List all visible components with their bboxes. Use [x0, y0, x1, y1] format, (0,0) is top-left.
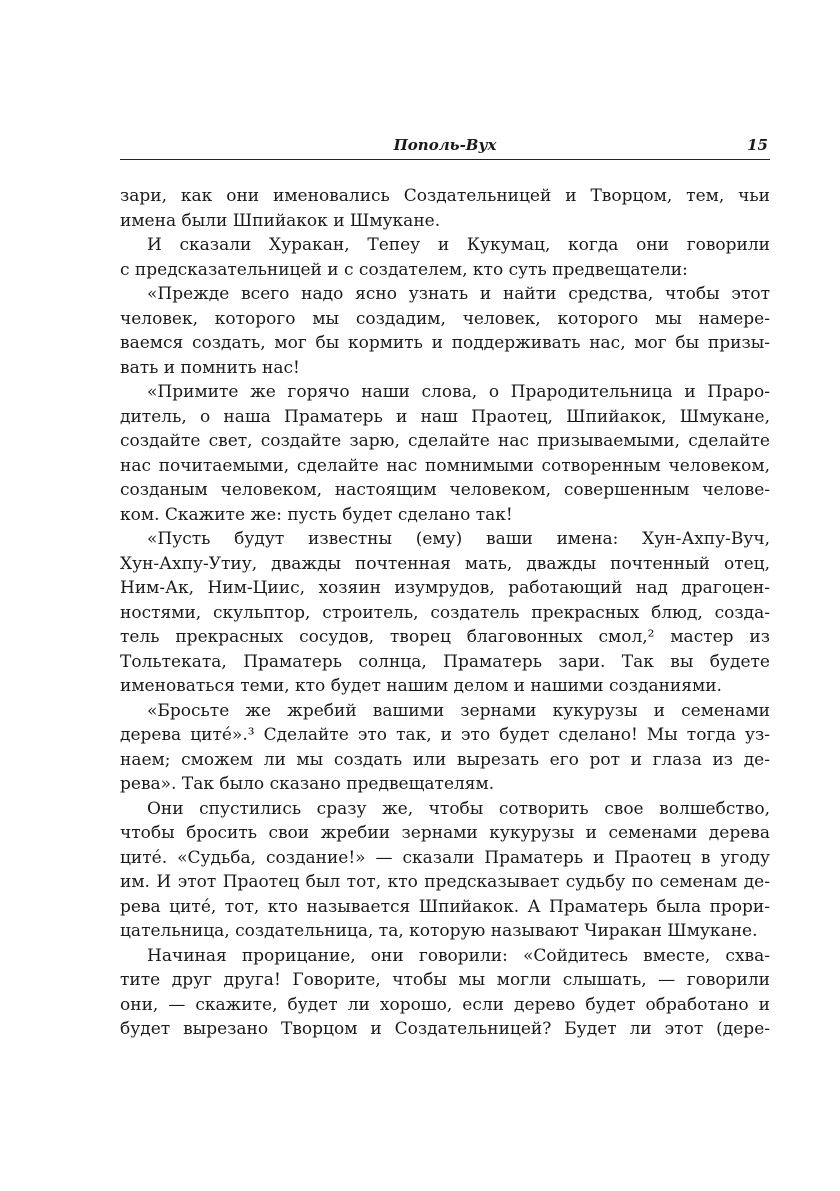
page-body	[120, 184, 770, 1042]
text-line: они, — скажите, будет ли хорошо, если дерево будет обработано и	[120, 994, 770, 1015]
text-line: рева цитé, тот, кто называется Шпийакок. А Праматерь была прори-	[120, 896, 770, 917]
text-line: И сказали Хуракан, Тепеу и Кукумац, когда они говорили	[147, 235, 770, 255]
text-line: тите друг друга! Говорите, чтобы мы могли слышать, — говорили	[120, 970, 770, 990]
paragraph	[120, 380, 770, 527]
text-line: ком. Скажите же: пусть будет сделано так!	[120, 504, 513, 525]
paragraph	[120, 527, 770, 699]
text-line: ваемся создать, мог бы кормить и поддерживать нас, мог бы призы-	[120, 333, 770, 353]
text-line: «Пусть будут известны (ему) ваши имена: Хун-Ахпу-Вуч,	[147, 529, 770, 549]
text-line: «Примите же горячо наши слова, о Прародительница и Праро-	[147, 382, 770, 402]
text-line: дитель, о наша Праматерь и наш Праотец, Шпийакок, Шмукане,	[120, 406, 770, 427]
text-line: нас почитаемыми, сделайте нас помнимыми сотворенным человеком,	[120, 455, 770, 476]
text-line: «Прежде всего надо ясно узнать и найти средства, чтобы этот	[147, 284, 770, 304]
page-header	[120, 134, 770, 158]
text-line: с предсказательницей и с создателем, кто суть предвещатели:	[120, 259, 688, 280]
text-line: Начиная прорицание, они говорили: «Сойдитесь вместе, схва-	[147, 945, 770, 966]
paragraph	[120, 184, 770, 233]
paragraph	[120, 282, 770, 380]
text-line: Они спустились сразу же, чтобы сотворить свое волшебство,	[147, 798, 770, 819]
text-line: рева». Так было сказано предвещателям.	[120, 774, 495, 794]
text-line: «Бросьте же жребий вашими зернами кукурузы и семенами	[147, 700, 770, 721]
text-line: Ним-Ак, Ним-Циис, хозяин изумрудов, работающий над драгоцен-	[120, 578, 770, 598]
text-line: человек, которого мы создадим, человек, которого мы намере-	[120, 308, 770, 329]
text-line: ностями, скульптор, строитель, создатель прекрасных блюд, созда-	[120, 602, 770, 623]
text-line: наем; сможем ли мы создать или вырезать его рот и глаза из де-	[120, 749, 770, 770]
header-rule	[120, 159, 770, 160]
paragraph	[120, 699, 770, 797]
paragraph	[120, 797, 770, 944]
text-line: тель прекрасных сосудов, творец благовонных смол,² мастер из	[120, 627, 770, 647]
text-line: созданым человеком, настоящим человеком, совершенным челове-	[120, 480, 770, 500]
text-line: создайте свет, создайте зарю, сделайте нас призываемыми, сделайте	[120, 431, 770, 451]
text-line: чтобы бросить свои жребии зернами кукурузы и семенами дерева	[120, 823, 770, 843]
text-line: цательница, создательница, та, которую называют Чиракан Шмукане.	[120, 921, 758, 941]
page-number: 15	[747, 136, 768, 154]
paragraph	[120, 944, 770, 1042]
paragraph	[120, 233, 770, 282]
text-line: дерева цитé».³ Сделайте это так, и это будет сделано! Мы тогда уз-	[120, 725, 770, 745]
running-title: Пополь-Вух	[393, 136, 497, 154]
text-line: им. И этот Праотец был тот, кто предсказывает судьбу по семенам де-	[120, 872, 770, 892]
text-line: именоваться теми, кто будет нашим делом и нашими созданиями.	[120, 676, 722, 696]
text-line: цитé. «Судьба, создание!» — сказали Праматерь и Праотец в угоду	[120, 847, 770, 868]
text-line: имена были Шпийакок и Шмукане.	[120, 210, 441, 231]
text-line: Хун-Ахпу-Утиу, дважды почтенная мать, дважды почтенный отец,	[120, 553, 770, 574]
text-line: вать и помнить нас!	[120, 357, 300, 378]
text-line: будет вырезано Творцом и Создательницей? Будет ли этот (дере-	[120, 1019, 770, 1039]
text-line: зари, как они именовались Создательницей и Творцом, тем, чьи	[120, 186, 770, 206]
text-line: Тольтеката, Праматерь солнца, Праматерь зари. Так вы будете	[120, 651, 770, 672]
